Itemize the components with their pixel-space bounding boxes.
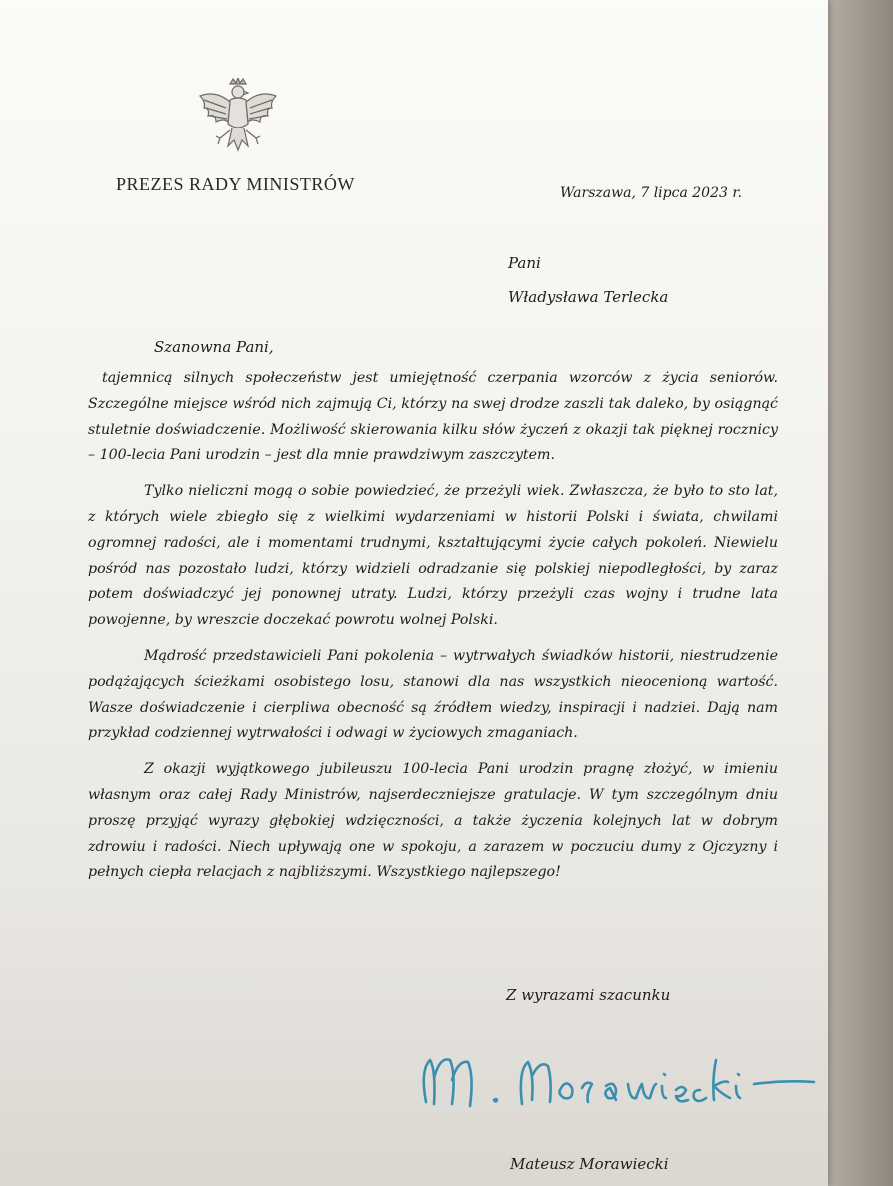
paragraph-1: tajemnicą silnych społeczeństw jest umiejętność czerpania wzorców z życia seniorów. Szczególne miejsce wśród nich zajmują Ci, którzy na swej drodze zaszli tak daleko, by osiągnąć stuletnie doświadczenie. Możliwość skierowania kilku słów życzeń z okazji tak pięknej rocznicy – 100-lecia Pani urodzin – jest dla mnie prawdziwym zaszczytem. [88,370,778,464]
organization-name: PREZES RADY MINISTRÓW [116,174,355,194]
eagle-emblem-icon [196,78,280,160]
paragraph-2: Tylko nieliczni mogą o sobie powiedzieć, że przeżyli wiek. Zwłaszcza, że było to sto lat, z których wiele zbiegło się z wielkimi wydarzeniami w historii Polski i świata, chwilami ogromnej radości, ale i momentami trudnymi, kształtującymi życie całych pokoleń. Niewielu pośród nas pozostało ludzi, którzy widzieli odradzanie się polskiej niepodległości, by zaraz potem doświadczyć jej ponownej utraty. Ludzi, którzy przeżyli czas wojny i trudne lata powojenne, by wreszcie doczekać powrotu wolnej Polski. [88,483,778,629]
recipient-block [508,246,668,314]
closing-phrase: Z wyrazami szacunku [506,986,671,1004]
signer-name: Mateusz Morawiecki [510,1155,669,1173]
table-background [823,0,893,1186]
salutation: Szanowna Pani, [154,338,274,356]
handwritten-signature [410,1030,840,1120]
recipient-title: Pani [508,254,541,272]
paragraph-4: Z okazji wyjątkowego jubileuszu 100-lecia Pani urodzin pragnę złożyć, w imieniu własnym oraz całej Rady Ministrów, najserdeczniejsze gratulacje. W tym szczególnym dniu proszę przyjąć wyrazy głębokiej wdzięczności, a także życzenia kolejnych lat w dobrym zdrowiu i radości. Niech upływają one w spokoju, a zarazem w poczuciu dumy z Ojczyzny i pełnych ciepła relacjach z najbliższymi. Wszystkiego najlepszego! [88,761,778,881]
letter-body [88,366,778,896]
date-line: Warszawa, 7 lipca 2023 r. [560,185,742,201]
recipient-name: Władysława Terlecka [508,288,669,306]
paragraph-3: Mądrość przedstawicieli Pani pokolenia – wytrwałych świadków historii, niestrudzenie podążających ścieżkami osobistego losu, stanowi dla nas wszystkich nieocenioną wartość. Wasze doświadczenie i cierpliwa obecność są źródłem wiedzy, inspiracji i nadziei. Dają nam przykład codziennej wytrwałości i odwagi w życiowych zmaganiach. [88,647,778,742]
